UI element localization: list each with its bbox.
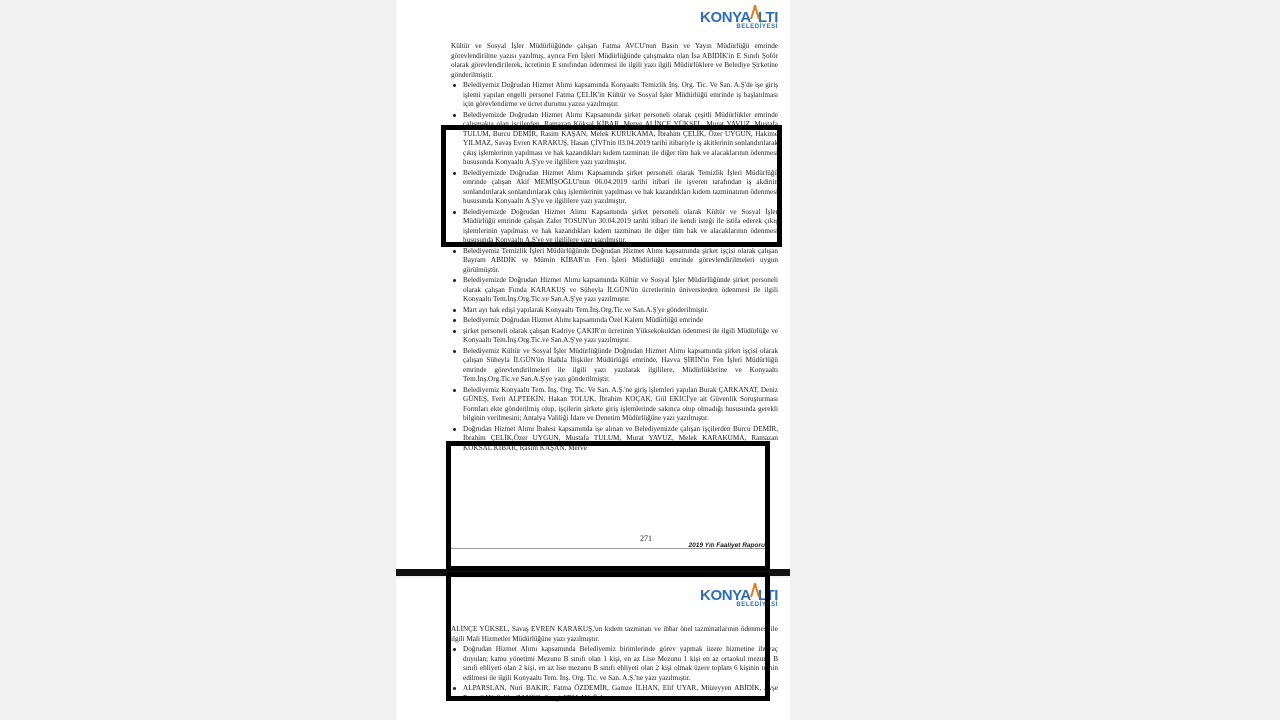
logo-text-left: KONYA bbox=[700, 9, 751, 26]
list-item: Belediyemizde Doğrudan Hizmet Alımı Kapsamında şirket personeli olarak çeşitli Müdürlükler emrinde çalışmakta olan işçilerden, Ramazan Köksal KİBAR, Merve ALİNÇE YÜKSEL, Murat YAVUZ, Mustafa TULUM, Burcu DEMİR, Rasim KAŞAN, Melek KURUKAMA, İbrahim ÇELİK, Özer UYGUN, Hakime YILMAZ, Savaş Evren KARAKUŞ, Hasan ÇİVİ'nin 03.04.2019 tarihi itibariyle iş akitlerinin sonlandırılarak çıkış işlemlerinin yapılması ve hak kazandıkları kıdem tazminatı ile diğer tüm hak ve alacaklarının ödenmesi hususunda Konyaaltı A.Ş'ye ve ilgililere yazı yazılmıştır. bbox=[463, 110, 778, 166]
paragraph-intro: Kültür ve Sosyal İşler Müdürlüğünde çalışan Fatma AVCU'nun Basın ve Yayın Müdürlüğü emrinde görevlendirilme yazısı yazılmış, ayrıca Fen İşleri Müdürlüğünde çalışmakta olan İsa ABİDİK'in E Sınıfı Şoför olarak görevlendirilerek, ücretinin E sınıfından ödenmesi ile ilgili yazı ilgili Müdürlüklere ve Belediye Şirketine gönderilmiştir. bbox=[451, 42, 778, 79]
logo-text-left: KONYA bbox=[700, 587, 751, 604]
list-item: Doğrudan Hizmet Alımı kapsamında Belediyemiz birimlerinde görev yapmak üzere hizmetine ihtiyaç duyulan; kamu yönetimi Mezunu B sınıfı olan 1 kişi, en az Lise Mezunu 1 kişi en az ortaokul mezunu B sınıfı ehliyeti olan 2 kişi, en az lise mezunu B sınıfı ehliyeti olan 2 kişi olmak üzere toplam 6 kişinin temin edilmesi ile ilgili Konyaaltı Tem. İnş. Org. Tic. ve San. A.Ş.'ne yazı yazılmıştır. bbox=[463, 645, 778, 682]
logo-mark-icon bbox=[750, 9, 759, 20]
list-item: Belediyemizde Doğrudan Hizmet Alımı Kapsamında şirket personeli olarak Temizlik İşleri Müdürlüğü emrinde çalışan Akif MEMİŞOĞLU'nun 06.04.2019 tarihi itibari ile işveren tarafından iş akdinin sonlandırılarak sonlandırılarak çıkış işlemlerinin yapılması ve hak kazandıkları kıdem tazminatının ödenmesi hususunda Konyaaltı A.Ş'ye ve ilgililere yazı yazılmıştır. bbox=[463, 168, 778, 205]
logo-subtitle: BELEDİYESİ bbox=[736, 602, 778, 608]
list-item: Mart ayı hak edişi yapılarak Konyaaltı Tem.İnş.Org.Tic.ve San.A.Ş'ye gönderilmiştir. bbox=[463, 306, 778, 316]
logo-text-right: LTI bbox=[757, 9, 778, 26]
report-title: 2019 Yılı Faaliyet Raporu bbox=[688, 542, 765, 549]
konyaalti-logo bbox=[700, 9, 778, 30]
logo-subtitle: BELEDİYESİ bbox=[736, 24, 778, 30]
page-number: 271 bbox=[636, 534, 656, 543]
highlight-box bbox=[446, 441, 770, 571]
list-item: Doğrudan Hizmet Alımı İhalesi kapsamında işe alınan ve Belediyemizde çalışan işçilerden Burcu DEMİR, İbrahim ÇELİK,Özer UYGUN, Mustafa TULUM, Murat YAVUZ, Melek KARAKUMA, Ramazan KÖKSAL KİBAR, Rasim KAŞAN, Merve bbox=[463, 424, 778, 452]
list-item: Belediyemiz Konyaaltı Tem. İnş. Org. Tic. Ve San. A.Ş.'ne giriş işlemleri yapılan Burak ÇARKANAT, Deniz GÜNEŞ, Ferit ALPTEKİN, Hakan TOLUK, İbrahim KOÇAK, Gül EKİCİ'ye ait Güvenlik Soruşturması Formları ekte gönderilmiş olup, işçilerin şirkete giriş işlemlerinde sakınca olup olmadığı hususunda gerekli bilginin verilmesini; Antalya Valiliği İdare ve Denetim Müdürlüğüne yazı yazılmıştır. bbox=[463, 385, 778, 422]
page-1-body bbox=[451, 42, 778, 454]
list-item: Belediyemiz Kültür ve Sosyal İşler Müdürlüğünde Doğrudan Hizmet Alımı kapsamında şirket işçisi olarak çalışan Süheyla İLGÜN'ün Halkla İlişkiler Müdürlüğü emrinde, Havva ŞİRİN'in Fen İşleri Müdürlüğü emrinde görevlendirilmeleri ile ilgili yazı yazılarak ilgililere, Müdürlüklerine ve Konyaaltı Tem.İnş.Org.Tic.ve San.A.Ş'ye yazı gönderilmiştir. bbox=[463, 346, 778, 383]
list-item: ALPARSLAN, Nuri BAKIR, Fatma ÖZDEMİR, Gamze İLHAN, Elif UYAR, Müzeyyen ABİDİK, Ayşe Pınar SAY, Saliha ZANCO, Sevgi ATALAY, Özlem bbox=[463, 684, 778, 702]
list-item: Belediyemizde Doğrudan Hizmet Alımı Kapsamında şirket personeli olarak Kültür ve Sosyal İşler Müdürlüğü emrinde çalışan Zafer TOSUN'un 30.04.2019 tarihi itibari ile kendi isteği ile istifa ederek çıkış işlemlerinin yapılması ve hak kazandıkları kıdem tazminatı ile diğer tüm hak ve alacaklarının ödenmesi hususunda Konyaaltı A.Ş'ye ve ilgililere yazı yazılmıştır. bbox=[463, 207, 778, 244]
highlight-box bbox=[446, 572, 770, 701]
list-item: Belediyemiz Temizlik İşleri Müdürlüğünde Doğrudan Hizmet Alımı kapsamında şirket işçisi olarak çalışan Bayram ABİDİK ve Mümin KİBAR'ın Fen İşleri Müdürlüğü emrinde görevlendirilmeleri uygun görülmüştür. bbox=[463, 246, 778, 274]
logo-text-right: LTI bbox=[757, 587, 778, 604]
list-item: Belediyemizde Doğrudan Hizmet Alımı kapsamında Kültür ve Sosyal İşler Müdürlüğünde şirket personeli olarak çalışan Funda KARAKUŞ ve Süheyla İLGÜN'ün ücretlerinin üniversiteden ödenmesi ile ilgili Konyaaltı Tem.İnş.Org.Tic.ve San.A.Ş'ye yazı yazılmıştır. bbox=[463, 276, 778, 303]
list-item: Belediyemiz Doğrudan Hizmet Alımı kapsamında Özel Kalem Müdürlüğü emrinde bbox=[463, 316, 778, 326]
list-item: şirket personeli olarak çalışan Kadriye ÇAKIR'ın ücretinin Yüksekokuldan ödenmesi ile ilgili Müdürlüğe ve Konyaaltı Tem.İnş.Org.Tic.ve San.A.Ş'ye yazı yazılmıştır. bbox=[463, 326, 778, 344]
list-item: Belediyemiz Doğrudan Hizmet Alımı kapsamında Konyaaltı Temizlik İnş. Org. Tic. Ve San. A.Ş'de işe giriş işlemi yapılan engelli personel Fatma ÇELİK'in Kültür ve Sosyal İşler Müdürlüğü emrinde iş başlatılması için görevlendirme ve ücret durumu yazısı yazılmıştır. bbox=[463, 81, 778, 108]
paragraph-intro: ALİNÇE YÜKSEL, Savaş EVREN KARAKUŞ,'un kıdem tazminatı ve ihbar önel tazminatlarının ödenmesi ile ilgili Mali Hizmetler Müdürlüğüne yazı yazılmıştır. bbox=[451, 625, 778, 643]
highlight-box bbox=[441, 125, 782, 247]
